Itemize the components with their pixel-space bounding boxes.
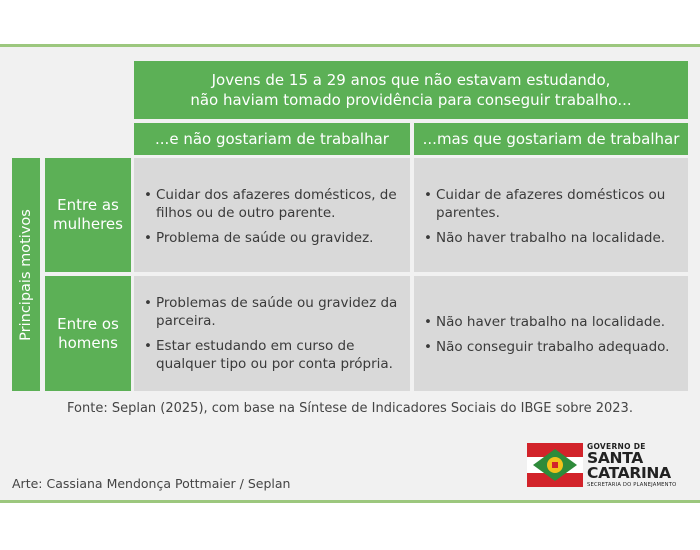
list-item: • Cuidar dos afazeres domésticos, de filhos ou de outro parente. <box>156 186 402 222</box>
column-header-not-want-work: ...e não gostariam de trabalhar <box>134 123 410 155</box>
cell-men-want-work <box>414 276 688 391</box>
logo-wordmark <box>587 442 676 489</box>
list-item: • Problemas de saúde ou gravidez da parceira. <box>156 294 402 330</box>
logo-line-santa: SANTA <box>587 449 643 467</box>
row-header-men-line1: Entre os <box>57 314 119 333</box>
list-item: • Não haver trabalho na localidade. <box>436 313 680 331</box>
row-header-women-line2: mulheres <box>53 215 123 233</box>
cell-men-not-want-work <box>134 276 410 391</box>
side-label-text: Principais motivos <box>18 208 35 341</box>
bottom-divider <box>0 500 700 503</box>
list-item: • Estar estudando em curso de qualquer tipo ou por conta própria. <box>156 337 402 373</box>
government-logo <box>527 442 692 492</box>
logo-line-catarina: CATARINA <box>587 464 671 482</box>
logo-line-secretaria: SECRETARIA DO PLANEJAMENTO <box>587 482 677 488</box>
list-item: • Cuidar de afazeres domésticos ou parentes. <box>436 186 680 222</box>
main-header-line1: Jovens de 15 a 29 anos que não estavam estudando, <box>211 71 611 89</box>
cell-women-not-want-work <box>134 158 410 272</box>
column-header-want-work: ...mas que gostariam de trabalhar <box>414 123 688 155</box>
santa-catarina-flag-icon <box>527 443 583 487</box>
list-item: • Não conseguir trabalho adequado. <box>436 338 680 356</box>
row-header-men <box>45 276 131 391</box>
table-main-header <box>134 61 688 119</box>
list-item: • Problema de saúde ou gravidez. <box>156 229 402 247</box>
logo-line-governo: GOVERNO DE <box>587 442 646 451</box>
art-credit: Arte: Cassiana Mendonça Pottmaier / Seplan <box>12 476 291 491</box>
main-header-line2: não haviam tomado providência para conseguir trabalho... <box>190 91 632 109</box>
source-note: Fonte: Seplan (2025), com base na Síntese de Indicadores Sociais do IBGE sobre 2023. <box>67 401 633 416</box>
list-item: • Não haver trabalho na localidade. <box>436 229 680 247</box>
side-label-main-reasons <box>12 158 40 391</box>
row-header-women <box>45 158 131 272</box>
cell-women-want-work <box>414 158 688 272</box>
row-header-men-line2: homens <box>58 333 118 352</box>
row-header-women-line1: Entre as <box>57 196 119 214</box>
